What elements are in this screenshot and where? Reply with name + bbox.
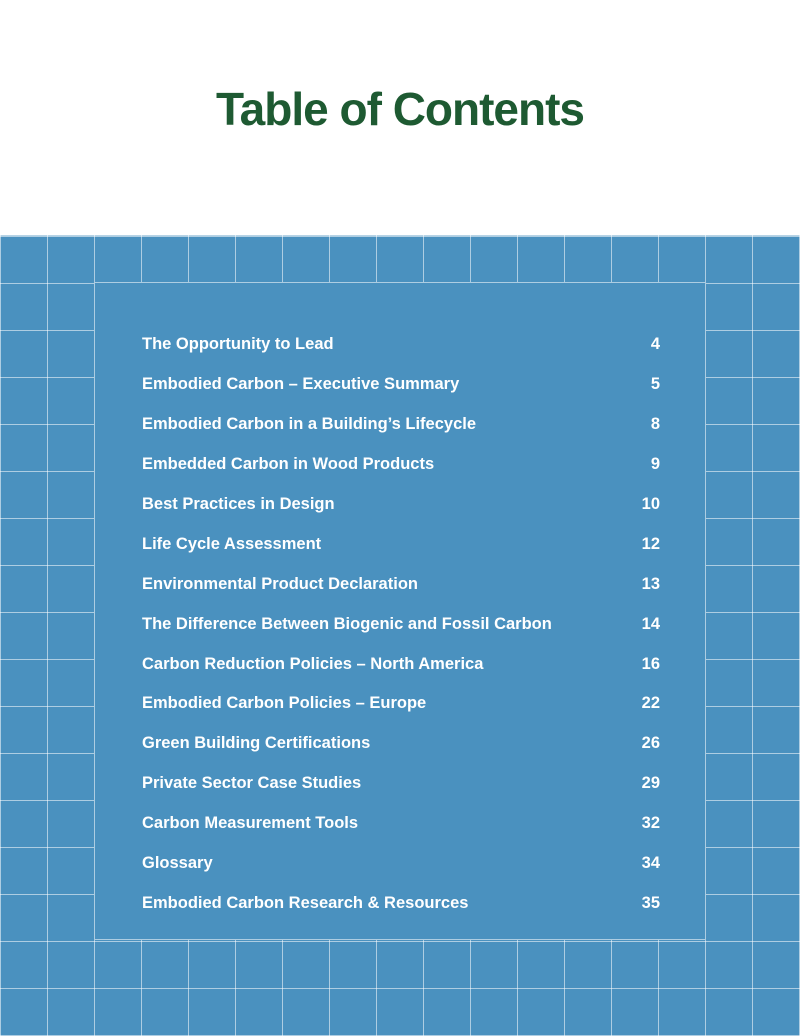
toc-panel (94, 282, 706, 940)
toc-entry-page: 4 (650, 335, 660, 354)
toc-entry[interactable] (142, 564, 660, 604)
toc-entry-title: Embodied Carbon – Executive Summary (142, 375, 460, 394)
toc-entry[interactable] (142, 485, 660, 525)
toc-entry[interactable] (142, 445, 660, 485)
toc-entry-page: 5 (650, 375, 660, 394)
toc-entry[interactable] (142, 604, 660, 644)
toc-entry[interactable] (142, 405, 660, 445)
toc-entry-page: 32 (641, 814, 660, 833)
toc-entry-page: 10 (641, 495, 660, 513)
toc-entry-title: The Opportunity to Lead (142, 335, 334, 354)
toc-entry[interactable] (142, 764, 660, 804)
toc-entry-page: 14 (641, 614, 660, 633)
toc-entry-title: Carbon Reduction Policies – North America (142, 654, 484, 673)
toc-entry-title: Environmental Product Declaration (142, 574, 418, 593)
page-title: Table of Contents (215, 83, 585, 135)
toc-entry-page: 9 (650, 455, 660, 474)
toc-entry-title: Life Cycle Assessment (142, 534, 322, 553)
toc-entry[interactable] (142, 365, 660, 405)
toc-entry-title: Embodied Carbon Policies – Europe (142, 694, 427, 713)
toc-entry[interactable] (142, 684, 660, 724)
toc-entry-title: Best Practices in Design (142, 495, 335, 513)
toc-entry[interactable] (142, 844, 660, 884)
toc-entry-title: Private Sector Case Studies (142, 774, 362, 793)
toc-entry-page: 16 (641, 654, 660, 673)
toc-entry-title: Carbon Measurement Tools (142, 814, 359, 833)
toc-entry-title: Embedded Carbon in Wood Products (142, 455, 435, 474)
toc-entry-page: 35 (641, 893, 660, 912)
toc-entry[interactable] (142, 804, 660, 844)
toc-entry-page: 22 (641, 694, 660, 713)
toc-entry-title: Glossary (142, 854, 213, 873)
toc-list (142, 325, 660, 923)
toc-entry-page: 8 (650, 415, 660, 434)
toc-entry[interactable] (142, 325, 660, 365)
toc-entry-page: 26 (641, 734, 660, 753)
toc-entry-page: 29 (641, 774, 660, 793)
toc-entry-page: 13 (641, 574, 660, 593)
toc-entry-page: 34 (641, 854, 660, 873)
toc-entry-page: 12 (641, 534, 660, 553)
toc-entry-title: The Difference Between Biogenic and Fossil Carbon (142, 614, 552, 633)
toc-entry-title: Embodied Carbon Research & Resources (142, 893, 469, 912)
toc-entry[interactable] (142, 524, 660, 564)
toc-entry-title: Embodied Carbon in a Building’s Lifecycle (142, 415, 477, 434)
toc-entry[interactable] (142, 644, 660, 684)
toc-entry[interactable] (142, 883, 660, 923)
toc-entry-title: Green Building Certifications (142, 734, 371, 753)
toc-entry[interactable] (142, 724, 660, 764)
